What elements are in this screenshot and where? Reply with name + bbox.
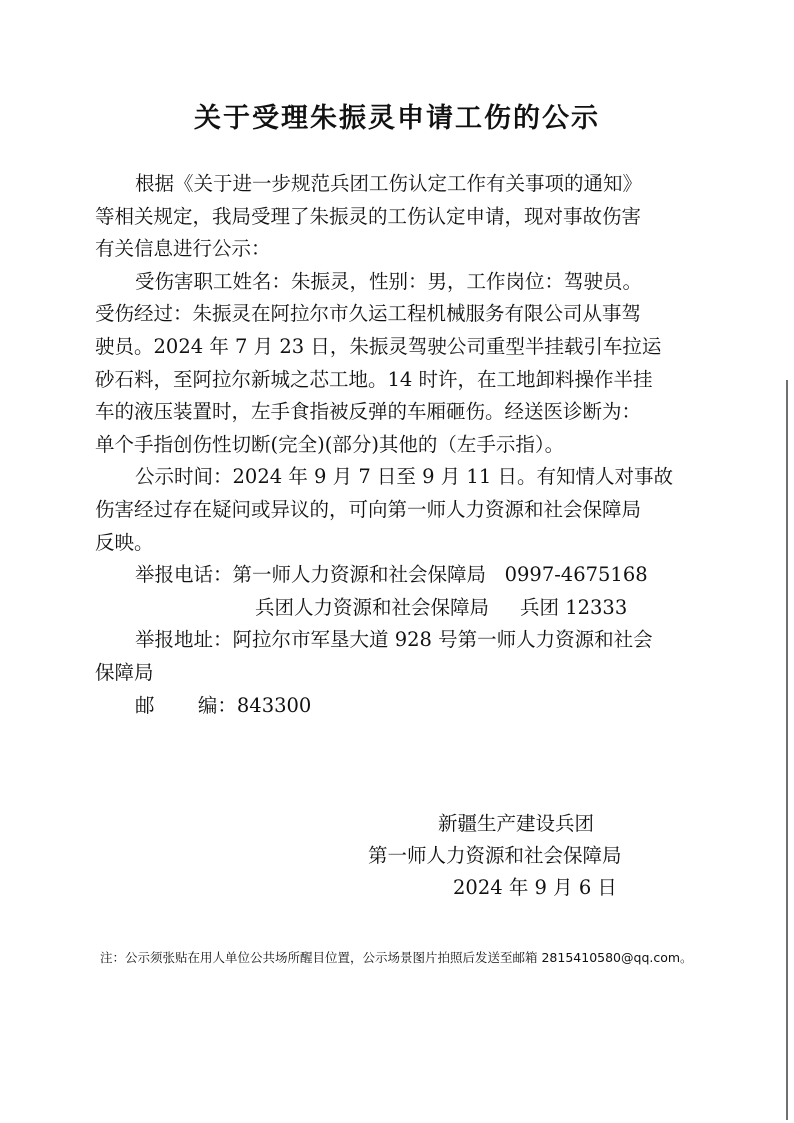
signature-org: 第一师人力资源和社会保障局 — [368, 844, 622, 867]
signature-block — [0, 808, 794, 904]
paragraph-line: 受伤经过：朱振灵在阿拉尔市久运工程机械服务有限公司从事驾 — [95, 302, 642, 326]
report-phone-line: 兵团人力资源和社会保障局 兵团 12333 — [255, 595, 628, 619]
paragraph-line: 根据《关于进一步规范兵团工伤认定工作有关事项的通知》 — [135, 172, 643, 195]
paragraph-line: 驶员。2024 年 7 月 23 日，朱振灵驾驶公司重型半挂载引车拉运 — [95, 334, 662, 358]
paragraph-line: 公示时间：2024 年 9 月 7 日至 9 月 11 日。有知情人对事故 — [135, 465, 673, 489]
report-address-line: 保障局 — [95, 660, 154, 684]
footnote: 注：公示须张贴在用人单位公共场所醒目位置，公示场景图片拍照后发送至邮箱 2815410580@qq.com。 — [100, 950, 693, 965]
paragraph-line: 受伤害职工姓名：朱振灵，性别：男，工作岗位：驾驶员。 — [135, 269, 643, 293]
signature-date: 2024 年 9 月 6 日 — [453, 876, 617, 899]
document-title: 关于受理朱振灵申请工伤的公示 — [194, 103, 600, 134]
report-phone-line: 举报电话：第一师人力资源和社会保障局 0997-4675168 — [135, 563, 648, 587]
document-body — [95, 168, 715, 722]
paragraph-line: 伤害经过存在疑问或异议的，可向第一师人力资源和社会保障局 — [95, 497, 642, 521]
paragraph-line: 单个手指创伤性切断(完全)(部分)其他的（左手示指）。 — [95, 432, 565, 456]
scan-edge-line — [786, 380, 788, 1120]
report-address-line: 举报地址：阿拉尔市军垦大道 928 号第一师人力资源和社会 — [135, 628, 653, 652]
paragraph-line: 车的液压装置时，左手食指被反弹的车厢砸伤。经送医诊断为： — [95, 400, 642, 424]
paragraph-line: 有关信息进行公示： — [95, 237, 271, 261]
paragraph-line: 等相关规定，我局受理了朱振灵的工伤认定申请，现对事故伤害 — [95, 204, 642, 228]
paragraph-line: 反映。 — [95, 530, 154, 554]
signature-org: 新疆生产建设兵团 — [438, 812, 595, 835]
postal-code-line: 邮 编：843300 — [135, 693, 312, 717]
paragraph-line: 砂石料，至阿拉尔新城之芯工地。14 时许，在工地卸料操作半挂 — [95, 367, 653, 391]
